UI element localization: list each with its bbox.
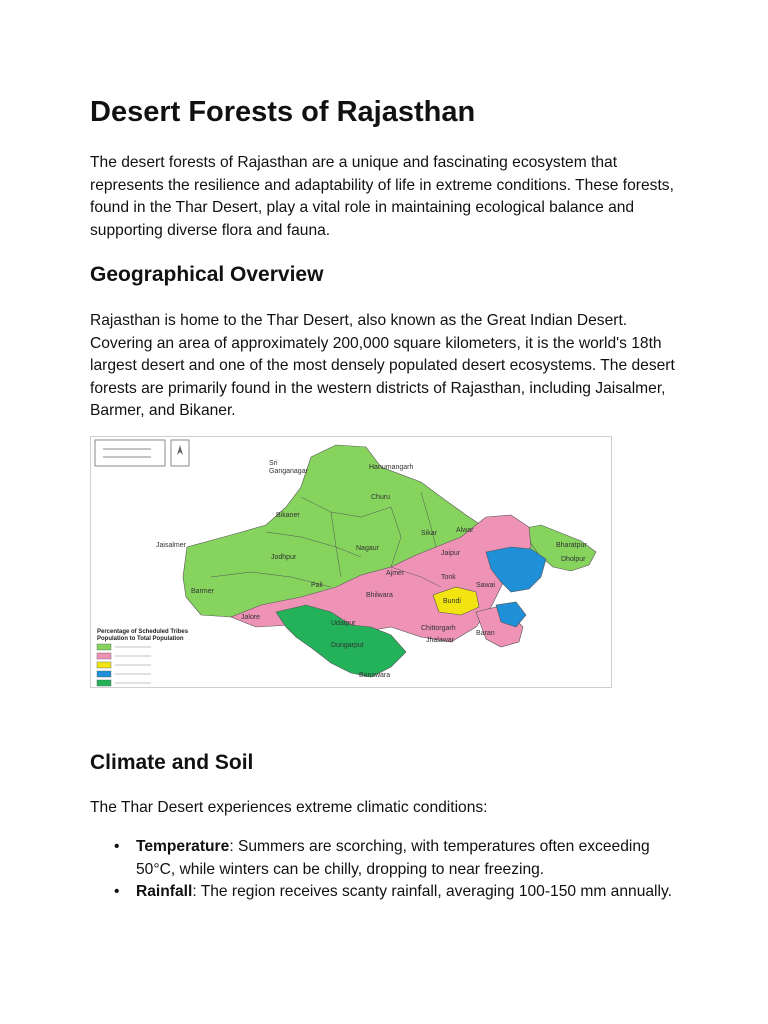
svg-text:Jodhpur: Jodhpur <box>271 554 297 561</box>
climate-paragraph: The Thar Desert experiences extreme climatic conditions: <box>90 799 488 816</box>
svg-text:Ajmer: Ajmer <box>386 570 405 577</box>
svg-text:Ganganagar: Ganganagar <box>269 468 308 475</box>
north-arrow-icon <box>171 440 189 466</box>
svg-text:Percentage of Scheduled Tribes: Percentage of Scheduled Tribes <box>97 629 189 635</box>
list-item <box>90 836 690 881</box>
svg-text:Sri: Sri <box>269 460 278 467</box>
geography-paragraph: Rajasthan is home to the Thar Desert, also known as the Great Indian Desert. Covering an area of approximately 200,000 square kilometers, it is the world's 18th largest desert and one of the most densely populated desert ecosystems. The desert forests are primarily found in the western districts of Rajasthan, including Jaisalmer, Barmer, and Bikaner. <box>90 312 675 419</box>
bullet-term: Rainfall <box>136 883 193 900</box>
svg-text:Alwar: Alwar <box>456 527 474 534</box>
svg-text:Dholpur: Dholpur <box>561 556 586 563</box>
svg-text:Nagaur: Nagaur <box>356 545 379 552</box>
svg-text:Bhilwara: Bhilwara <box>366 592 393 599</box>
map-scale-box <box>95 440 165 466</box>
svg-text:Chittorgarh: Chittorgarh <box>421 625 456 632</box>
svg-text:Jalore: Jalore <box>241 614 261 621</box>
svg-text:Bharatpur: Bharatpur <box>556 542 587 549</box>
bullet-term: Temperature <box>136 838 230 855</box>
svg-text:Churu: Churu <box>371 494 391 501</box>
bullet-icon: • <box>114 883 120 900</box>
svg-text:Udaipur: Udaipur <box>331 620 356 627</box>
bullet-text: : The region receives scanty rainfall, averaging 100-150 mm annually. <box>192 883 672 900</box>
map-graphic <box>91 437 611 687</box>
svg-text:Sawai: Sawai <box>476 582 496 589</box>
bullet-text: : Summers are scorching, with temperatures often exceeding 50°C, while winters can be chilly, dropping to near freezing. <box>136 838 650 878</box>
svg-text:Sikar: Sikar <box>421 530 437 537</box>
climate-bullet-list <box>90 836 690 904</box>
map-legend <box>95 625 245 686</box>
intro-paragraph: The desert forests of Rajasthan are a unique and fascinating ecosystem that represents the resilience and adaptability of life in extreme conditions. These forests, found in the Thar Desert, play a vital role in maintaining ecological balance and supporting diverse flora and fauna. <box>90 154 674 239</box>
svg-text:Bikaner: Bikaner <box>276 512 300 519</box>
svg-text:Baran: Baran <box>476 630 495 637</box>
section-heading-geography: Geographical Overview <box>90 263 324 286</box>
svg-text:Bundi: Bundi <box>443 598 461 605</box>
svg-text:Pali: Pali <box>311 582 323 589</box>
list-item <box>90 881 690 904</box>
svg-text:Jaisalmer: Jaisalmer <box>156 542 186 549</box>
svg-text:Jhalawar: Jhalawar <box>426 637 455 644</box>
svg-text:Jaipur: Jaipur <box>441 550 461 557</box>
svg-text:Tonk: Tonk <box>441 574 456 581</box>
svg-text:Banswara: Banswara <box>359 672 391 679</box>
rajasthan-district-map <box>90 436 612 688</box>
section-heading-climate: Climate and Soil <box>90 751 254 774</box>
page-title: Desert Forests of Rajasthan <box>90 96 476 128</box>
svg-text:Population to Total Population: Population to Total Population <box>97 636 184 642</box>
svg-text:Hanumangarh: Hanumangarh <box>369 464 414 471</box>
svg-text:Dungarpur: Dungarpur <box>331 642 365 649</box>
bullet-icon: • <box>114 838 120 855</box>
svg-text:Barmer: Barmer <box>191 588 214 595</box>
